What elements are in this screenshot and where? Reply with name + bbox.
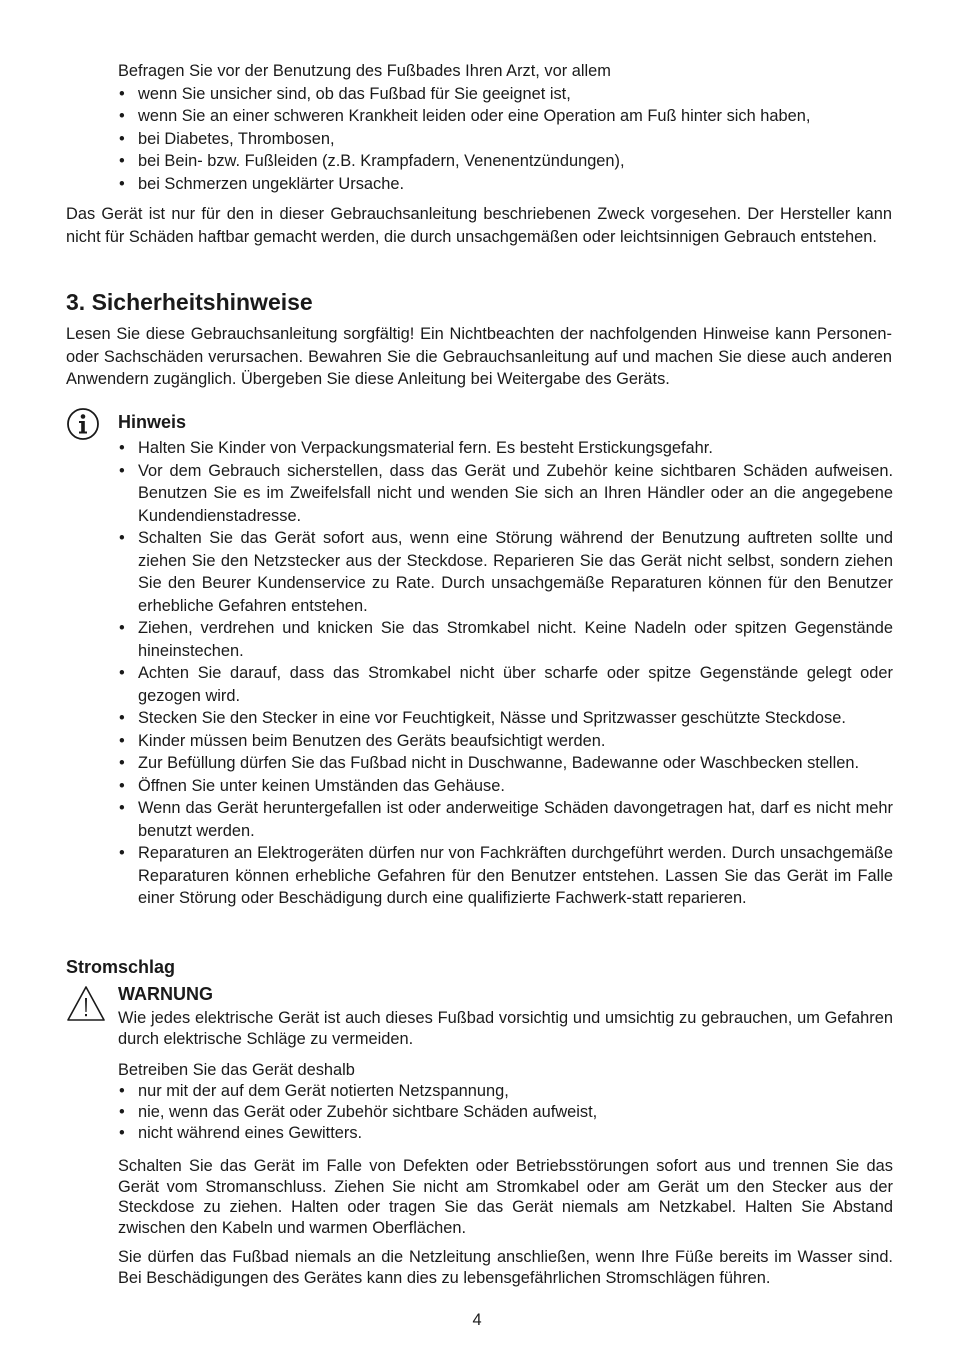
list-item: • wenn Sie unsicher sind, ob das Fußbad für Sie geeignet ist, [118, 83, 893, 106]
section-title: 3. Sicherheitshinweise [66, 289, 313, 315]
list-item: • Wenn das Gerät heruntergefallen ist oder anderweitige Schäden davongetragen hat, darf es nicht mehr benutzt werden. [118, 797, 893, 842]
list-item: • Kinder müssen beim Benutzen des Geräts beaufsichtigt werden. [118, 730, 893, 753]
intro-block [118, 60, 893, 195]
warning-text: Wie jedes elektrische Gerät ist auch dieses Fußbad vorsichtig und umsichtig zu gebrauchen, um Gefahren durch elektrische Schläge zu vermeiden. [118, 1009, 893, 1048]
list-item: • nur mit der auf dem Gerät notierten Netzspannung, [118, 1081, 893, 1102]
stromschlag-list-block [118, 1060, 893, 1144]
list-item: • bei Bein- bzw. Fußleiden (z.B. Krampfadern, Venenentzündungen), [118, 150, 893, 173]
warning-title: WARNUNG [118, 984, 213, 1004]
list-item: • Ziehen, verdrehen und knicken Sie das Stromkabel nicht. Keine Nadeln oder spitzen Gegenstände hineinstechen. [118, 617, 893, 662]
intro-list [118, 83, 893, 196]
list-item: • Öffnen Sie unter keinen Umständen das Gehäuse. [118, 775, 893, 798]
warning-triangle-icon [66, 985, 106, 1023]
stromschlag-paragraph-2: Sie dürfen das Fußbad niemals an die Netzleitung anschließen, wenn Ihre Füße bereits im Wasser sind. Bei Beschädigungen des Gerätes kann dies zu lebensgefährlichen Stromschlägen führen. [118, 1248, 893, 1287]
hinweis-title: Hinweis [118, 412, 187, 432]
list-item: • Halten Sie Kinder von Verpackungsmaterial fern. Es besteht Erstickungsgefahr. [118, 437, 893, 460]
list-item: • nicht während eines Gewitters. [118, 1123, 893, 1144]
list-item: • nie, wenn das Gerät oder Zubehör sichtbare Schäden aufweist, [118, 1102, 893, 1123]
list-item: • wenn Sie an einer schweren Krankheit leiden oder eine Operation am Fuß hinter sich haben, [118, 105, 893, 128]
intro-lead: Befragen Sie vor der Benutzung des Fußbades Ihren Arzt, vor allem [118, 62, 611, 80]
purpose-paragraph: Das Gerät ist nur für den in dieser Gebrauchsanleitung beschriebenen Zweck vorgesehen. Der Hersteller kann nicht für Schäden haftbar gemacht werden, die durch unsachgemäßen oder leichtsinnigen Gebrauch entstehen. [66, 205, 892, 246]
list-item: • bei Schmerzen ungeklärter Ursache. [118, 173, 893, 196]
section-intro: Lesen Sie diese Gebrauchsanleitung sorgfältig! Ein Nichtbeachten der nachfolgenden Hinweise kann Personen- oder Sachschäden verursachen. Bewahren Sie die Gebrauchsanleitung auf und machen Sie diese auch anderen Anwendern zugänglich. Übergeben Sie diese Anleitung bei Weitergabe des Geräts. [66, 325, 892, 388]
list-item: • Stecken Sie den Stecker in eine vor Feuchtigkeit, Nässe und Spritzwasser geschützte Steckdose. [118, 707, 893, 730]
info-icon [66, 407, 100, 441]
hinweis-list [118, 437, 893, 910]
page-number: 4 [472, 1311, 482, 1329]
list-item: • Schalten Sie das Gerät sofort aus, wenn eine Störung während der Benutzung auftreten sollte und ziehen Sie den Netzstecker aus der Steckdose. Reparieren Sie das Gerät nicht selbst, sondern ziehen Sie den Beurer Kundenservice zu Rate. Durch unsachgemäße Reparaturen können für den Benutzer erhebliche Gefahren entstehen. [118, 527, 893, 617]
stromschlag-list [118, 1081, 893, 1144]
stromschlag-title: Stromschlag [66, 957, 176, 977]
list-item: • Achten Sie darauf, dass das Stromkabel nicht über scharfe oder spitze Gegenstände gelegt oder gezogen wird. [118, 662, 893, 707]
stromschlag-lead: Betreiben Sie das Gerät deshalb [118, 1061, 355, 1079]
list-item: • Vor dem Gebrauch sicherstellen, dass das Gerät und Zubehör keine sichtbaren Schäden aufweisen. Benutzen Sie es im Zweifelsfall nicht und wenden Sie sich an Ihren Händler oder an die angegebene Kundendienstadresse. [118, 460, 893, 528]
list-item: • Reparaturen an Elektrogeräten dürfen nur von Fachkräften durchgeführt werden. Durch unsachgemäße Reparaturen können erhebliche Gefahren für den Benutzer entstehen. Lassen Sie das Gerät im Falle einer Störung oder Beschädigung durch eine qualifizierte Fachwerk-statt reparieren. [118, 842, 893, 910]
list-item: • Zur Befüllung dürfen Sie das Fußbad nicht in Duschwanne, Badewanne oder Waschbecken stellen. [118, 752, 893, 775]
list-item: • bei Diabetes, Thrombosen, [118, 128, 893, 151]
stromschlag-paragraph-1: Schalten Sie das Gerät im Falle von Defekten oder Betriebsstörungen sofort aus und trennen Sie das Gerät vom Stromanschluss. Ziehen Sie nicht am Stromkabel oder am Gerät um den Stecker aus der Steckdose zu ziehen. Halten oder tragen Sie das Gerät niemals am Netzkabel. Halten Sie Abstand zwischen den Kabeln und warmen Oberflächen. [118, 1157, 893, 1237]
